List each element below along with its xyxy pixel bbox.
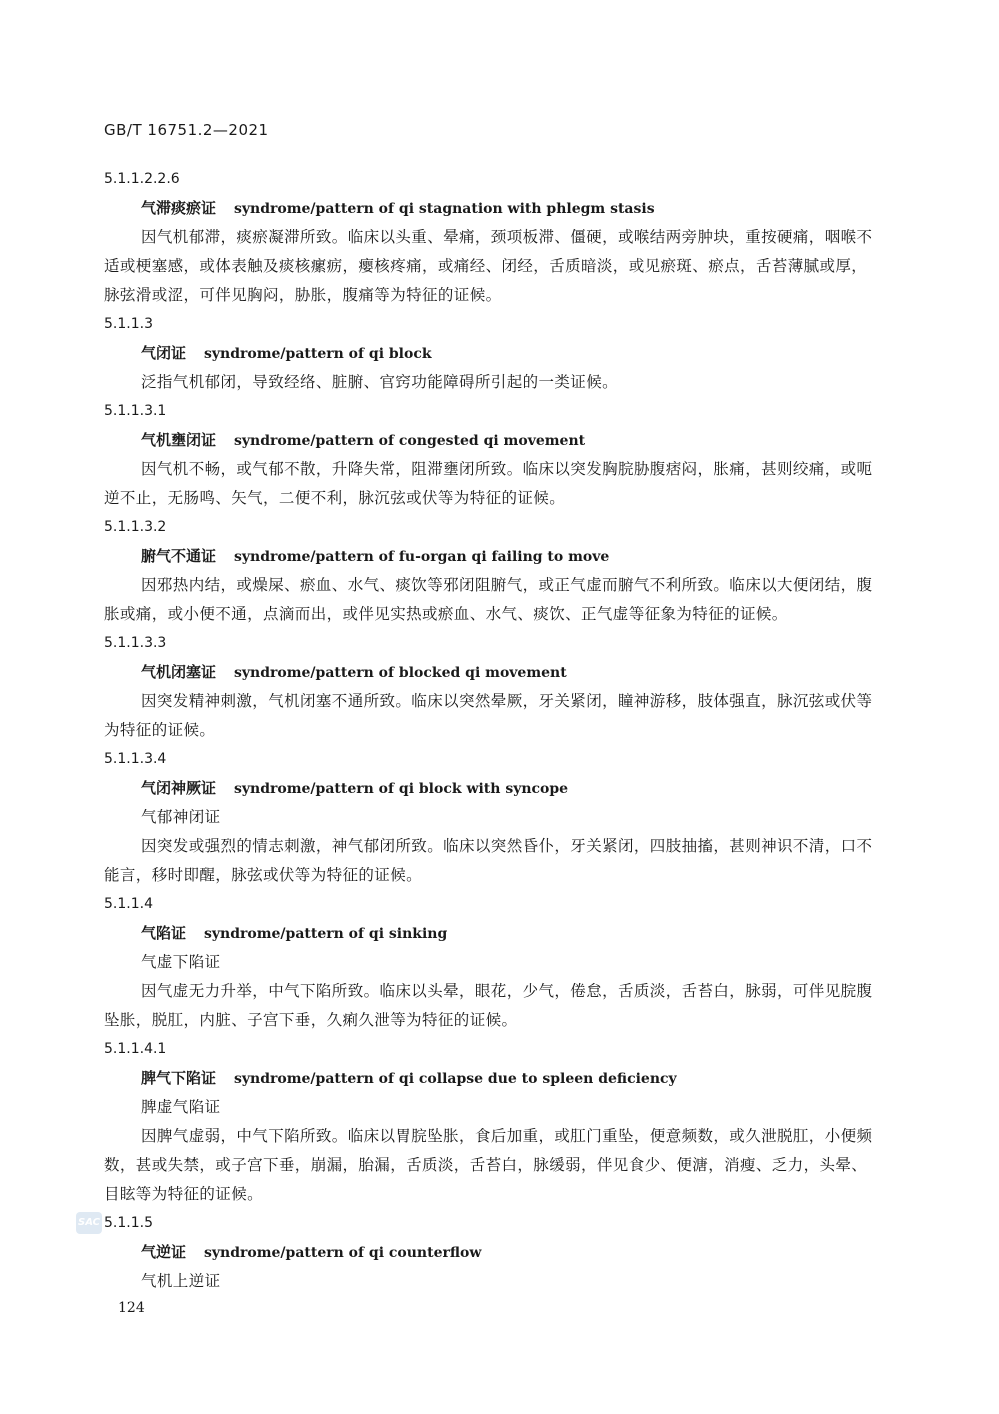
definition-text: 因气机不畅，或气郁不散，升降失常，阻滞壅闭所致。临床以突发胸脘胁腹痞闷，胀痛，甚则绞痛，或呃逆不止，无肠鸣、矢气，二便不利，脉沉弦或伏等为特征的证候。 [104, 460, 873, 507]
term-english: syndrome/pattern of fu-organ qi failing to move [234, 549, 610, 565]
term-definition [104, 687, 882, 745]
standard-code-header: GB/T 16751.2—2021 [104, 121, 269, 139]
definition-text: 因气机郁滞，痰瘀凝滞所致。临床以头重、晕痛，颈项板滞、僵硬，或喉结两旁肿块，重按硬痛，咽喉不适或梗塞感，或体表触及痰核瘰疬，瘿核疼痛，或痛经、闭经，舌质暗淡，或见瘀斑、瘀点，舌苔薄腻或厚，脉弦滑或涩，可伴见胸闷，胁胀，腹痛等为特征的证候。 [104, 228, 873, 304]
entry [104, 745, 882, 890]
term-english: syndrome/pattern of qi block [204, 346, 432, 362]
term-chinese: 气滞痰瘀证 [141, 199, 217, 217]
definition-text: 因突发或强烈的情志刺激，神气郁闭所致。临床以突然昏仆，牙关紧闭，四肢抽搐，甚则神识不清，口不能言，移时即醒，脉弦或伏等为特征的证候。 [104, 837, 873, 884]
entry [104, 310, 882, 397]
term-heading [104, 1238, 882, 1267]
definition-text: 因气虚无力升举，中气下陷所致。临床以头晕，眼花，少气，倦怠，舌质淡，舌苔白，脉弱，可伴见脘腹坠胀，脱肛，内脏、子宫下垂，久痢久泄等为特征的证候。 [104, 982, 873, 1029]
term-english: syndrome/pattern of qi stagnation with phlegm stasis [234, 201, 655, 217]
term-definition [104, 455, 882, 513]
term-english: syndrome/pattern of congested qi movement [234, 433, 586, 449]
term-definition [104, 832, 882, 890]
term-english: syndrome/pattern of blocked qi movement [234, 665, 567, 681]
term-chinese: 脾气下陷证 [141, 1069, 217, 1087]
term-chinese: 气机壅闭证 [141, 431, 217, 449]
term-synonym: 气郁神闭证 [141, 808, 221, 826]
definition-text: 泛指气机郁闭，导致经络、脏腑、官窍功能障碍所引起的一类证候。 [141, 373, 619, 391]
term-heading [104, 339, 882, 368]
clause-number: 5.1.1.3 [104, 316, 153, 332]
term-english: syndrome/pattern of qi sinking [204, 926, 448, 942]
term-synonym: 脾虚气陷证 [141, 1098, 221, 1116]
term-chinese: 气陷证 [141, 924, 187, 942]
sac-watermark-logo: SAC [76, 1212, 102, 1234]
entry [104, 1035, 882, 1209]
clause-number: 5.1.1.2.2.6 [104, 171, 180, 187]
term-definition [104, 1122, 882, 1209]
page-number: 124 [118, 1300, 145, 1316]
entry [104, 1209, 882, 1296]
term-heading [104, 1064, 882, 1093]
term-heading [104, 919, 882, 948]
term-english: syndrome/pattern of qi block with syncope [234, 781, 569, 797]
definition-text: 因邪热内结，或燥屎、瘀血、水气、痰饮等邪闭阻腑气，或正气虚而腑气不利所致。临床以大便闭结，腹胀或痛，或小便不通，点滴而出，或伴见实热或瘀血、水气、痰饮、正气虚等征象为特征的证候。 [104, 576, 873, 623]
clause-number: 5.1.1.3.1 [104, 403, 167, 419]
clause-number: 5.1.1.3.3 [104, 635, 167, 651]
document-body [104, 165, 882, 1296]
term-definition [104, 977, 882, 1035]
term-chinese: 腑气不通证 [141, 547, 217, 565]
entry [104, 890, 882, 1035]
term-definition [104, 368, 882, 397]
clause-number: 5.1.1.4 [104, 896, 153, 912]
entry [104, 629, 882, 745]
term-heading [104, 194, 882, 223]
term-chinese: 气机闭塞证 [141, 663, 217, 681]
clause-number: 5.1.1.3.2 [104, 519, 167, 535]
entry [104, 165, 882, 310]
term-definition [104, 571, 882, 629]
definition-text: 因突发精神刺激，气机闭塞不通所致。临床以突然晕厥，牙关紧闭，瞳神游移，肢体强直，脉沉弦或伏等为特征的证候。 [104, 692, 873, 739]
term-synonym: 气虚下陷证 [141, 953, 221, 971]
clause-number: 5.1.1.4.1 [104, 1041, 167, 1057]
term-synonym: 气机上逆证 [141, 1272, 221, 1290]
term-english: syndrome/pattern of qi counterflow [204, 1245, 482, 1261]
term-heading [104, 774, 882, 803]
term-chinese: 气闭证 [141, 344, 187, 362]
entry [104, 513, 882, 629]
term-chinese: 气逆证 [141, 1243, 187, 1261]
definition-text: 因脾气虚弱，中气下陷所致。临床以胃脘坠胀，食后加重，或肛门重坠，便意频数，或久泄脱肛，小便频数，甚或失禁，或子宫下垂，崩漏，胎漏，舌质淡，舌苔白，脉缓弱，伴见食少、便溏，消瘦、乏力，头晕、目眩等为特征的证候。 [104, 1127, 873, 1203]
term-definition [104, 223, 882, 310]
term-heading [104, 542, 882, 571]
term-heading [104, 658, 882, 687]
term-heading [104, 426, 882, 455]
entry [104, 397, 882, 513]
clause-number: 5.1.1.5 [104, 1215, 153, 1231]
clause-number: 5.1.1.3.4 [104, 751, 167, 767]
term-chinese: 气闭神厥证 [141, 779, 217, 797]
term-english: syndrome/pattern of qi collapse due to spleen deficiency [234, 1071, 677, 1087]
